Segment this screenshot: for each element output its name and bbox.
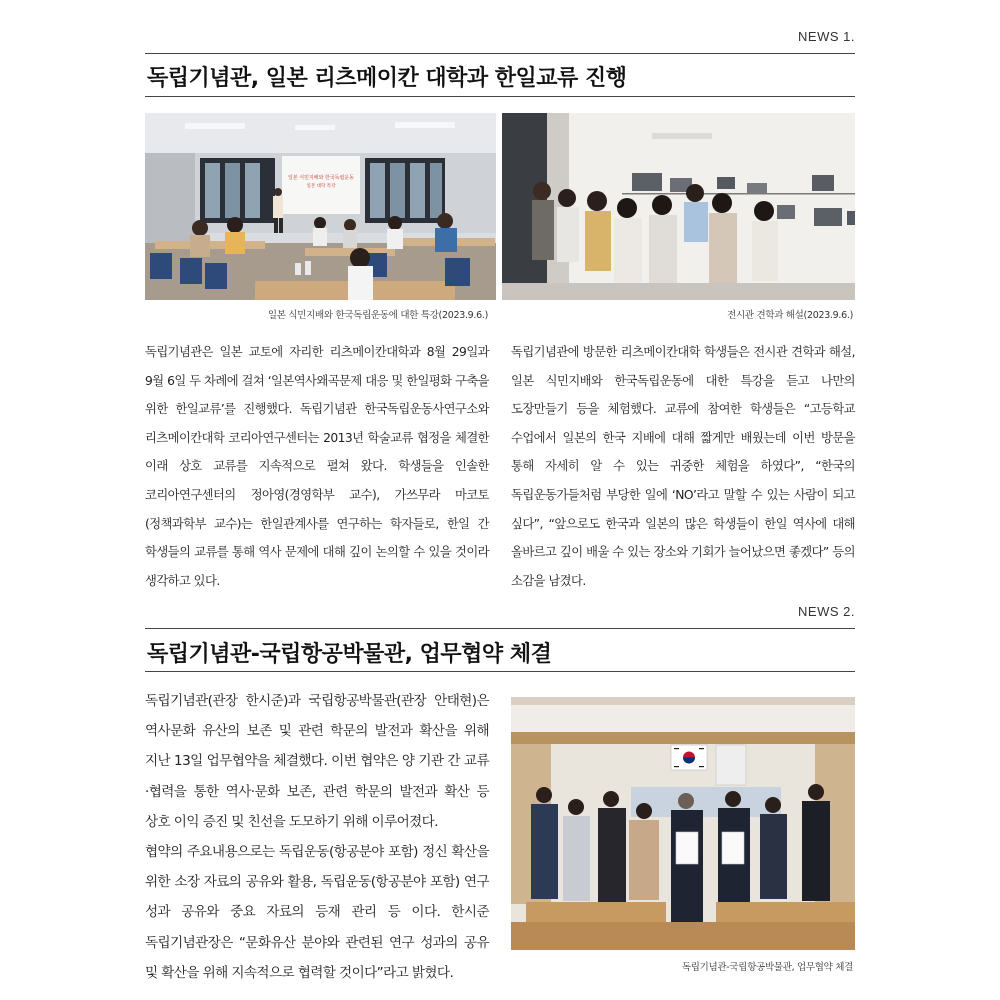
news2-body-p1: 독립기념관(관장 한시준)과 국립항공박물관(관장 안태현)은 역사문화 유산의 보존 및 관련 학문의 발전과 확산을 위해 지난 13일 업무협약을 체결했다. 이번 협약은 양 기관 간 교류·협력을 통한 역사·문화 보존, 관련 학문의 발전과 확산 등 상호 이익 증진 및 친선을 도모하기 위해 이루어졌다. [145,693,489,830]
news1-headline: 독립기념관, 일본 리츠메이칸 대학과 한일교류 진행 [147,66,627,91]
news2-photo-mou [511,697,855,950]
news2-top-rule [145,628,855,629]
news2-photo-caption: 독립기념관-국립항공박물관, 업무협약 체결 [681,962,853,973]
screen-text-1: 일본 식민지배와 한국독립운동 [288,175,354,181]
news2-label: NEWS 2. [798,604,855,619]
news1-photo1-caption: 일본 식민지배와 한국독립운동에 대한 특강(2023.9.6.) [267,310,488,321]
news2-headline: 독립기념관-국립항공박물관, 업무협약 체결 [147,642,552,667]
news2-bottom-rule [145,671,855,672]
news1-body-right: 독립기념관에 방문한 리츠메이칸대학 학생들은 전시관 견학과 해설, 일본 식민지배와 한국독립운동에 대한 특강을 듣고 나만의 도장만들기 등을 체험했다. 교류에 참여한 학생들은 “고등학교 수업에서 일본의 한국 지배에 대해 짧게만 배웠는데 이번 방문을 통해 자세히 알 수 있는 귀중한 체험을 하였다”, “한국의 독립운동가들처럼 부당한 일에 ‘NO’라고 말할 수 있는 사람이 되고 싶다”, “앞으로도 한국과 일본의 많은 학생들이 한일 역사에 대해 올바르고 깊이 배울 수 있는 장소와 기회가 늘어났으면 좋겠다” 등의 소감을 남겼다. [511,345,855,588]
news1-top-rule [145,53,855,54]
news1-photo2-caption: 전시관 견학과 해설(2023.9.6.) [727,310,853,321]
news2-body-p2: 협약의 주요내용으로는 독립운동(항공분야 포함) 정신 확산을 위한 소장 자료의 공유와 활용, 독립운동(항공분야 포함) 연구 성과 공유와 중요 자료의 등재 관리 등 이다. 한시준 독립기념관장은 “문화유산 분야와 관련된 연구 성과의 공유 및 확산을 위해 지속적으로 협력할 것이다”라고 밝혔다. [145,844,489,981]
news2-body [145,686,489,988]
screen-text-2: 일본 대학 특강 [306,184,336,189]
news1-label: NEWS 1. [798,29,855,44]
news1-body-left: 독립기념관은 일본 교토에 자리한 리츠메이칸대학과 8월 29일과 9월 6일 두 차례에 걸쳐 ‘일본역사왜곡문제 대응 및 한일평화 구축을 위한 한일교류’를 진행했다. 독립기념관 한국독립운동사연구소와 리츠메이칸대학 코리아연구센터는 2013년 학술교류 협정을 체결한 이래 상호 교류를 지속적으로 펼쳐 왔다. 학생들을 인솔한 코리아연구센터의 정아영(경영학부 교수), 가쓰무라 마코토(정책과학부 교수)는 한일관계사를 연구하는 학자들로, 한일 간 학생들의 교류를 통해 역사 문제에 대해 깊이 논의할 수 있을 것이라 생각하고 있다. [145,345,489,588]
news1-photo-lecture [145,113,496,300]
news1-bottom-rule [145,96,855,97]
news1-photo-exhibition [502,113,855,300]
